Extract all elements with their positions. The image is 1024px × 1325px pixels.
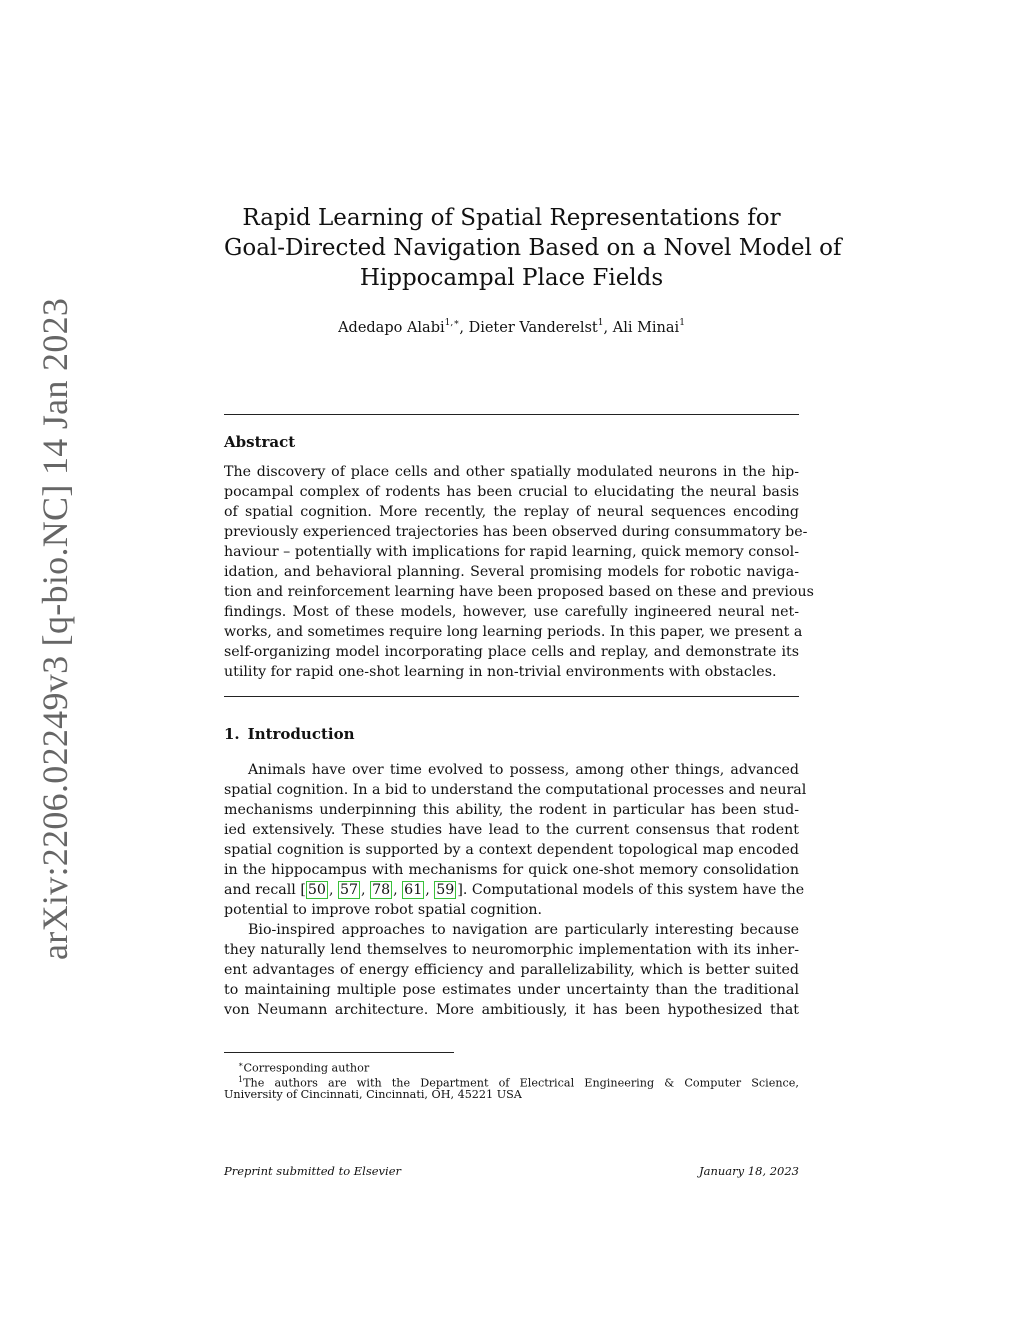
abstract-line: self-organizing model incorporating place cells and replay, and demonstrate its — [224, 644, 799, 660]
abstract-line: previously experienced trajectories has been observed during consummatory be- — [224, 524, 808, 540]
abstract-line: idation, and behavioral planning. Several promising models for robotic naviga- — [224, 564, 799, 580]
citation-link[interactable]: 59 — [436, 882, 455, 898]
citation-trail-text: ]. Computational models of this system have the — [457, 882, 805, 898]
paragraph-line: mechanisms underpinning this ability, the rodent in particular has been stud- — [224, 802, 799, 818]
footnote-mark: 1 — [238, 1075, 244, 1084]
title-line: Hippocampal Place Fields — [359, 265, 664, 291]
footnotes — [224, 1057, 799, 1102]
abstract-line: of spatial cognition. More recently, the replay of neural sequences encoding — [224, 504, 799, 520]
citation-link[interactable]: 57 — [339, 882, 359, 898]
footer-date: January 18, 2023 — [699, 1164, 799, 1178]
paragraph-line: ent advantages of energy efficiency and parallelizability, which is better suited — [224, 962, 799, 978]
abstract-line: works, and sometimes require long learning periods. In this paper, we present a — [224, 624, 803, 640]
paragraph-line: they naturally lend themselves to neuromorphic implementation with its inher- — [224, 942, 799, 958]
author-affiliation-mark: 1,∗ — [444, 318, 460, 328]
author-affiliation-mark: 1 — [679, 318, 685, 328]
abstract-heading: Abstract — [224, 433, 296, 451]
footnote-corresponding — [224, 1057, 799, 1075]
paragraph-line: von Neumann architecture. More ambitiously, it has been hypothesized that — [224, 1002, 799, 1018]
footnote-text: The authors are with the Department of Electrical Engineering & Computer Science, — [243, 1076, 799, 1090]
footnote-rule — [224, 1052, 454, 1053]
author-list — [224, 319, 799, 336]
paragraph-line: Animals have over time evolved to possess, among other things, advanced — [248, 762, 799, 778]
citation-lead-text: and recall [ — [224, 882, 306, 898]
paragraph-line: Bio-inspired approaches to navigation are particularly interesting because — [248, 922, 799, 938]
title-line: Goal-Directed Navigation Based on a Novel Model of — [224, 235, 842, 261]
author-affiliation-mark: 1 — [597, 318, 604, 328]
abstract-line: utility for rapid one-shot learning in non-trivial environments with obstacles. — [224, 664, 777, 680]
author-name: Adedapo Alabi — [338, 319, 445, 336]
citation-link[interactable]: 78 — [372, 882, 391, 898]
paragraph-line: spatial cognition. In a bid to understand the computational processes and neural — [224, 782, 807, 798]
citation-link[interactable]: 61 — [404, 882, 423, 898]
section-heading-introduction — [224, 725, 363, 743]
section-title: Introduction — [247, 725, 355, 743]
abstract-bottom-rule — [224, 696, 799, 697]
footnote-mark: ∗ — [238, 1060, 244, 1069]
abstract-line: tion and reinforcement learning have been proposed based on these and previous — [224, 584, 814, 600]
abstract-line: pocampal complex of rodents has been crucial to elucidating the neural basis — [224, 484, 799, 500]
paragraph-line-with-citations — [224, 880, 805, 900]
paragraph-line: in the hippocampus with mechanisms for quick one-shot memory consolidation — [224, 862, 799, 878]
author-separator: , — [603, 319, 613, 336]
paragraph-line: potential to improve robot spatial cognition. — [224, 902, 543, 918]
abstract-body — [224, 462, 814, 682]
abstract-top-rule — [224, 414, 799, 415]
title-line: Rapid Learning of Spatial Representations for — [242, 205, 781, 231]
footer-preprint-note: Preprint submitted to Elsevier — [224, 1164, 402, 1178]
arxiv-identifier-stamp: arXiv:2206.02249v3 [q-bio.NC] 14 Jan 2023 — [35, 297, 75, 960]
author-separator: , — [459, 319, 469, 336]
paragraph-line: to maintaining multiple pose estimates under uncertainty than the traditional — [224, 982, 799, 998]
footnote-affiliation-cont: University of Cincinnati, Cincinnati, OH, 45221 USA — [224, 1088, 522, 1101]
paragraph-line: spatial cognition is supported by a context dependent topological map encoded — [224, 842, 799, 858]
introduction-body — [224, 760, 807, 1020]
paragraph-line: ied extensively. These studies have lead to the current consensus that rodent — [224, 822, 799, 838]
abstract-line: findings. Most of these models, however, use carefully ingineered neural net- — [224, 604, 799, 620]
abstract-line: The discovery of place cells and other spatially modulated neurons in the hip- — [224, 464, 799, 480]
footnote-text: Corresponding author — [243, 1061, 370, 1075]
abstract-line: haviour – potentially with implications for rapid learning, quick memory consol- — [224, 544, 799, 560]
citation-link[interactable]: 50 — [307, 882, 326, 898]
section-number: 1. — [224, 725, 240, 743]
line-prefix: and recall [ 50 , 57 , 78 , 61 , 59 — [224, 882, 455, 898]
paper-title — [224, 203, 842, 293]
author-name: Ali Minai — [612, 319, 680, 336]
footnote-affiliation — [224, 1072, 799, 1090]
author-name: Dieter Vanderelst — [468, 319, 598, 336]
